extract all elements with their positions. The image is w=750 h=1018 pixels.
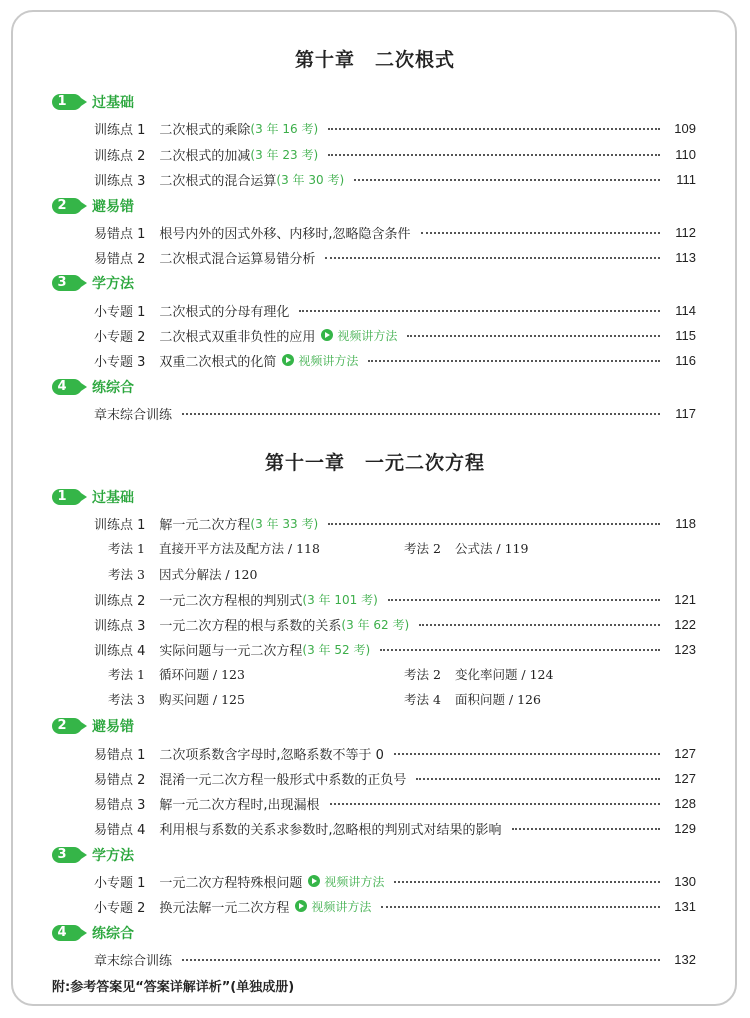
section-header-basics bbox=[52, 487, 134, 507]
toc-entry[interactable]: 小专题 3 双重二次根式的化简 视频讲方法 116 bbox=[94, 352, 696, 370]
section-label: 避易错 bbox=[92, 199, 134, 215]
section-header-basics bbox=[52, 92, 134, 112]
toc-entry[interactable]: 训练点 3 一元二次方程的根与系数的关系 (3 年 62 考) 122 bbox=[94, 616, 696, 634]
section-label: 避易错 bbox=[92, 719, 134, 735]
chapter-11-title: 第十一章 一元二次方程 bbox=[264, 452, 485, 474]
video-method-link[interactable]: 视频讲方法 bbox=[295, 898, 371, 915]
toc-entry[interactable]: 训练点 1 解一元二次方程 (3 年 33 考) 118 bbox=[94, 515, 696, 533]
section-header-methods bbox=[52, 845, 134, 865]
play-icon bbox=[321, 329, 333, 341]
section-label: 过基础 bbox=[92, 490, 134, 506]
video-method-link[interactable]: 视频讲方法 bbox=[308, 873, 384, 890]
toc-entry[interactable]: 章末综合训练 132 bbox=[94, 951, 696, 969]
section-header-mistakes bbox=[52, 716, 134, 736]
toc-entry[interactable]: 训练点 3 二次根式的混合运算 (3 年 30 考) 111 bbox=[94, 171, 696, 189]
section-number-badge: 2 bbox=[52, 198, 88, 214]
toc-entry[interactable]: 易错点 1 二次项系数含字母时,忽略系数不等于 0 127 bbox=[94, 745, 696, 763]
section-header-mistakes bbox=[52, 196, 134, 216]
toc-entry[interactable]: 易错点 2 混淆一元二次方程一般形式中系数的正负号 127 bbox=[94, 770, 696, 788]
toc-entry[interactable]: 易错点 4 利用根与系数的关系求参数时,忽略根的判别式对结果的影响 129 bbox=[94, 820, 696, 838]
section-label: 练综合 bbox=[92, 926, 134, 942]
video-method-link[interactable]: 视频讲方法 bbox=[321, 327, 397, 344]
section-header-practice bbox=[52, 923, 134, 943]
play-icon bbox=[282, 354, 294, 366]
section-label: 练综合 bbox=[92, 380, 134, 396]
toc-entry[interactable]: 小专题 1 一元二次方程特殊根问题 视频讲方法 130 bbox=[94, 873, 696, 891]
section-number-badge: 3 bbox=[52, 275, 88, 291]
toc-entry[interactable]: 章末综合训练 117 bbox=[94, 405, 696, 423]
toc-entry[interactable]: 训练点 2 一元二次方程根的判别式 (3 年 101 考) 121 bbox=[94, 591, 696, 609]
section-header-methods bbox=[52, 273, 134, 293]
section-number-badge: 4 bbox=[52, 925, 88, 941]
exam-method-item[interactable]: 考法 2 变化率问题 / 124 bbox=[404, 667, 554, 682]
play-icon bbox=[295, 900, 307, 912]
exam-method-item[interactable]: 考法 2 公式法 / 119 bbox=[404, 541, 529, 556]
exam-method-item[interactable]: 考法 4 面积问题 / 126 bbox=[404, 692, 541, 707]
section-number-badge: 2 bbox=[52, 718, 88, 734]
answer-key-footnote: 附:参考答案见“答案详解详析”(单独成册) bbox=[52, 980, 295, 995]
toc-entry[interactable]: 易错点 3 解一元二次方程时,出现漏根 128 bbox=[94, 795, 696, 813]
toc-entry[interactable]: 小专题 1 二次根式的分母有理化 114 bbox=[94, 302, 696, 320]
toc-entry[interactable]: 训练点 4 实际问题与一元二次方程 (3 年 52 考) 123 bbox=[94, 641, 696, 659]
section-label: 过基础 bbox=[92, 95, 134, 111]
toc-entry[interactable]: 训练点 2 二次根式的加减 (3 年 23 考) 110 bbox=[94, 146, 696, 164]
chapter-10-title: 第十章 二次根式 bbox=[294, 49, 455, 71]
section-number-badge: 4 bbox=[52, 379, 88, 395]
section-label: 学方法 bbox=[92, 276, 134, 292]
toc-entry[interactable]: 易错点 1 根号内外的因式外移、内移时,忽略隐含条件 112 bbox=[94, 224, 696, 242]
toc-entry[interactable]: 小专题 2 二次根式双重非负性的应用 视频讲方法 115 bbox=[94, 327, 696, 345]
exam-method-item[interactable]: 考法 3 购买问题 / 125 bbox=[108, 692, 245, 707]
exam-method-item[interactable]: 考法 3 因式分解法 / 120 bbox=[108, 567, 258, 582]
video-method-link[interactable]: 视频讲方法 bbox=[282, 352, 358, 369]
section-number-badge: 1 bbox=[52, 94, 88, 110]
section-number-badge: 1 bbox=[52, 489, 88, 505]
play-icon bbox=[308, 875, 320, 887]
toc-entry[interactable]: 易错点 2 二次根式混合运算易错分析 113 bbox=[94, 249, 696, 267]
section-number-badge: 3 bbox=[52, 847, 88, 863]
section-label: 学方法 bbox=[92, 848, 134, 864]
exam-method-item[interactable]: 考法 1 循环问题 / 123 bbox=[108, 667, 245, 682]
toc-entry[interactable]: 训练点 1 二次根式的乘除 (3 年 16 考) 109 bbox=[94, 120, 696, 138]
section-header-practice bbox=[52, 377, 134, 397]
toc-entry[interactable]: 小专题 2 换元法解一元二次方程 视频讲方法 131 bbox=[94, 898, 696, 916]
exam-method-item[interactable]: 考法 1 直接开平方法及配方法 / 118 bbox=[108, 541, 320, 556]
